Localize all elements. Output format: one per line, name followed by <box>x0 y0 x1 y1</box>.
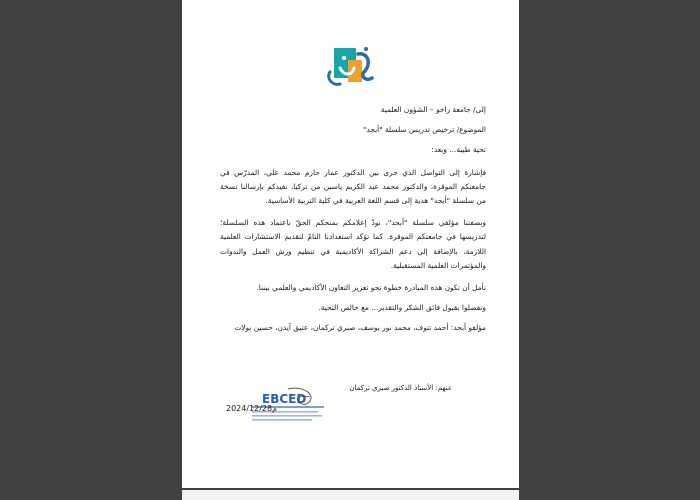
abjad-logo <box>322 42 378 92</box>
letter-subject: الموضوع/ ترخيص تدريس سلسلة "أبجد" <box>363 125 486 135</box>
next-page-edge <box>182 490 519 500</box>
letter-paragraph-3: نأمل أن تكون هذه المبادرة خطوة نحو تعزيز التعاون الأكاديمي والعلمي بيننا. <box>256 283 486 293</box>
letter-paragraph-1: فإشارة إلى التواصل الذي جرى بين الدكتور عمار حازم محمد علي، المدرّس في جامعتكم الموقرة، والدكتور محمد عبد الكريم ياسين من تركيا، نفيدكم بإرسالنا نسخة من سلسلة "أبجد" هدية إلى قسم اللغة العربية في كلية التربية الأساسية. <box>220 167 486 206</box>
document-page <box>182 0 519 488</box>
letter-greeting: تحية طيبة... وبعد: <box>431 145 486 155</box>
letter-recipient: إلى/ جامعة زاخو – الشؤون العلمية <box>380 105 486 114</box>
signatory-line: عنهم: الأستاذ الدكتور صبري تركمان <box>349 384 452 392</box>
letter-authors: مؤلفو أبجد: أحمد تتوف، محمد نور يوسف، صبري تركمان، عتيق آيدن، حسين بولات <box>234 323 486 333</box>
letter-closing: وتفضلوا بقبول فائق الشكر والتقدير... مع خالص التحية. <box>318 303 486 313</box>
letter-body <box>220 103 486 336</box>
letter-date: 2024/12/28م <box>226 404 278 413</box>
letter-paragraph-2: وبصفتنا مؤلفي سلسلة "أبجد"، نودّ إعلامكم بمنحكم الحقّ باعتماد هذه السلسلة؛ لتدريسها في جامعتكم الموقرة. كما نؤكد استعدادنا التامّ لتقديم الاستشارات العلمية اللازمة، بالإضافة إلى دعم الشراكة الأكاديمية في تنظيم ورش العمل والندوات والمؤتمرات العلمية المستقبلية. <box>220 218 486 270</box>
signature-block <box>212 383 492 443</box>
stamp-label: EBCED <box>262 392 307 406</box>
